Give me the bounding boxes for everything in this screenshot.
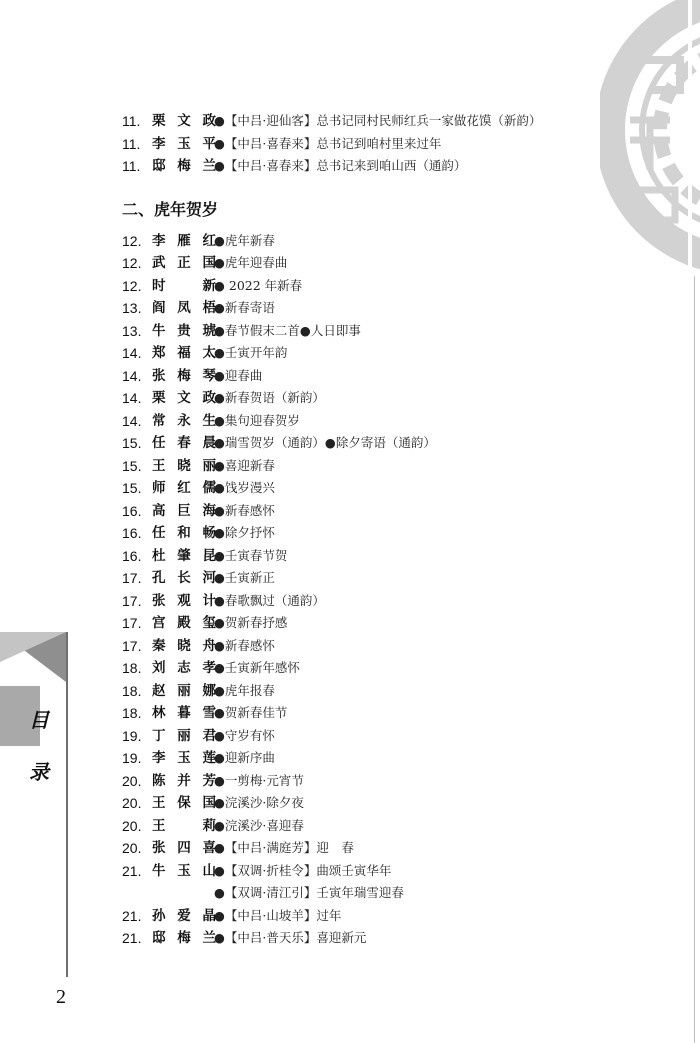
toc-entry [122, 477, 592, 500]
toc-page-number: 14. [122, 412, 142, 429]
toc-entry [122, 252, 592, 275]
toc-title: ●春节假末二首●人日即事 [214, 322, 361, 338]
toc-author: 邸梅兰 [152, 158, 216, 174]
toc-author: 丁丽君 [152, 727, 216, 744]
toc-entry [122, 837, 592, 860]
toc-entry [122, 612, 592, 635]
toc-title: ●壬寅新年感怀 [214, 660, 300, 675]
toc-page-number: 15. [122, 435, 142, 451]
toc-title: ●贺新春佳节 [214, 705, 288, 720]
toc-entry [122, 702, 592, 725]
toc-title: ●虎年迎春曲 [214, 255, 288, 270]
toc-title: ●除夕抒怀 [214, 525, 275, 540]
toc-author: 任春晨 [152, 435, 216, 451]
toc-entry [122, 927, 592, 950]
toc-page-number: 13. [122, 300, 142, 316]
toc-author: 陈并芳 [152, 772, 216, 789]
toc-title: ●守岁有怀 [214, 727, 275, 743]
toc-page-number: 21. [122, 862, 142, 879]
toc-author: 栗文政 [152, 390, 216, 406]
toc-entry [122, 657, 592, 680]
toc-entry [122, 455, 592, 478]
toc-entry [122, 410, 592, 433]
toc-entry [122, 500, 592, 523]
toc-title: ●喜迎新春 [214, 457, 275, 473]
toc-group-section [122, 230, 592, 950]
toc-entry [122, 297, 592, 320]
toc-author: 阎凤梧 [152, 300, 216, 316]
toc-author: 牛贵琥 [152, 322, 216, 339]
toc-entry [122, 155, 592, 178]
toc-title: ●春歌飘过（通韵） [214, 592, 325, 608]
toc-page-number: 20. [122, 817, 142, 834]
toc-title: ●虎年新春 [214, 232, 275, 248]
toc-page-number: 20. [122, 795, 142, 811]
toc-author: 秦晓舟 [152, 637, 216, 654]
toc-author: 李玉莲 [152, 750, 216, 766]
toc-author: 张四喜 [152, 840, 216, 856]
toc-page-number: 21. [122, 907, 142, 924]
toc-title: ●饯岁漫兴 [214, 480, 275, 495]
toc-entry [122, 545, 592, 568]
toc-entry [122, 747, 592, 770]
toc-title: ●浣溪沙·喜迎春 [214, 817, 304, 833]
toc-title: ●新春贺语（新韵） [214, 390, 325, 405]
side-label-top: 目 [29, 708, 49, 732]
toc-group-previous [122, 110, 592, 178]
toc-page-number: 12. [122, 232, 142, 249]
toc-page-number: 15. [122, 457, 142, 474]
toc-title: ●【双调·折桂令】曲颂壬寅华年 [214, 862, 392, 878]
toc-author: 孔长河 [152, 570, 216, 586]
toc-author: 刘志孝 [152, 660, 216, 676]
toc-title: ●新春感怀 [214, 502, 275, 518]
side-label-bottom: 录 [29, 760, 49, 784]
toc-page-number: 16. [122, 525, 142, 541]
toc-author: 常永生 [152, 412, 216, 429]
toc-entry [122, 860, 592, 883]
toc-entry [122, 432, 592, 455]
toc-title: ●迎春曲 [214, 367, 263, 383]
toc-entry [122, 815, 592, 838]
toc-entry [122, 680, 592, 703]
table-of-contents [122, 110, 592, 950]
toc-author: 王 莉 [152, 817, 216, 834]
toc-title: ●【中吕·喜春来】总书记到咱村里来过年 [214, 135, 442, 151]
toc-entry [122, 133, 592, 156]
toc-page-number: 16. [122, 502, 142, 519]
toc-title: ●壬寅新正 [214, 570, 275, 585]
toc-author: 李雁红 [152, 232, 216, 249]
toc-author: 张梅琴 [152, 367, 216, 384]
toc-title: ●贺新春抒感 [214, 615, 288, 630]
toc-title: ●新春寄语 [214, 300, 275, 315]
toc-title: ●【中吕·普天乐】喜迎新元 [214, 930, 367, 945]
toc-entry [122, 387, 592, 410]
toc-title: ● 2022 年新春 [214, 277, 303, 293]
toc-page-number: 17. [122, 637, 142, 654]
toc-entry [122, 905, 592, 928]
toc-title: ●【中吕·迎仙客】总书记同村民师红兵一家做花馍（新韵） [214, 113, 542, 128]
toc-page-number: 18. [122, 660, 142, 676]
toc-title: ●【中吕·喜春来】总书记来到咱山西（通韵） [214, 158, 467, 173]
toc-author: 时 新 [152, 277, 216, 294]
toc-entry [122, 365, 592, 388]
toc-author: 李玉平 [152, 135, 216, 152]
toc-author: 林暮雪 [152, 705, 216, 721]
side-tab-strip [0, 632, 68, 977]
toc-page-number: 20. [122, 772, 142, 789]
toc-entry [122, 635, 592, 658]
toc-title: ●新春感怀 [214, 637, 275, 653]
toc-title: ●瑞雪贺岁（通韵）●除夕寄语（通韵） [214, 435, 436, 450]
toc-entry [122, 342, 592, 365]
toc-author: 师红儒 [152, 480, 216, 496]
toc-entry [122, 567, 592, 590]
toc-page-number: 19. [122, 727, 142, 744]
toc-page-number: 11. [122, 135, 141, 152]
toc-page-number: 12. [122, 255, 142, 271]
toc-entry [122, 792, 592, 815]
toc-title: ●【双调·清江引】壬寅年瑞雪迎春 [214, 885, 404, 900]
toc-page-number: 18. [122, 705, 142, 721]
toc-title: ●集句迎春贺岁 [214, 412, 300, 428]
toc-page-number: 15. [122, 480, 142, 496]
toc-author: 孙爱晶 [152, 907, 216, 924]
toc-page-number: 11. [122, 158, 141, 174]
toc-page-number: 16. [122, 547, 142, 564]
toc-title: ●一剪梅·元宵节 [214, 772, 304, 788]
toc-page-number: 17. [122, 615, 142, 631]
toc-author: 高巨海 [152, 502, 216, 519]
toc-author: 牛玉山 [152, 862, 216, 879]
right-margin-rule [694, 276, 695, 1043]
toc-author: 宫殿玺 [152, 615, 216, 631]
toc-page-number: 14. [122, 390, 142, 406]
toc-entry [122, 522, 592, 545]
toc-entry [122, 770, 592, 793]
decorative-seal [600, 0, 700, 280]
toc-entry [122, 320, 592, 343]
toc-title: ●【中吕·满庭芳】迎 春 [214, 840, 354, 855]
page-number: 2 [56, 986, 66, 1008]
toc-entry [122, 275, 592, 298]
toc-entry [122, 110, 592, 133]
toc-author: 王保国 [152, 795, 216, 811]
toc-author: 任和畅 [152, 525, 216, 541]
toc-author: 杜肇昆 [152, 547, 216, 564]
toc-page-number: 18. [122, 682, 142, 699]
toc-author: 王晓丽 [152, 457, 216, 474]
toc-page-number: 14. [122, 345, 142, 361]
toc-entry [122, 882, 592, 905]
side-tab-rule [66, 632, 68, 977]
toc-page-number: 17. [122, 570, 142, 586]
toc-page-number: 19. [122, 750, 142, 766]
toc-page-number: 17. [122, 592, 142, 609]
toc-entry [122, 725, 592, 748]
toc-title: ●浣溪沙·除夕夜 [214, 795, 304, 810]
toc-title: ●壬寅春节贺 [214, 547, 288, 563]
toc-page-number: 20. [122, 840, 142, 856]
toc-page-number: 21. [122, 930, 142, 946]
toc-author: 武正国 [152, 255, 216, 271]
toc-title: ●迎新序曲 [214, 750, 275, 765]
toc-author: 郑福太 [152, 345, 216, 361]
toc-title: ●虎年报春 [214, 682, 275, 698]
toc-page-number: 11. [122, 113, 141, 129]
section-heading: 二、虎年贺岁 [122, 199, 219, 219]
toc-entry [122, 590, 592, 613]
toc-page-number: 12. [122, 277, 142, 294]
toc-page-number: 14. [122, 367, 142, 384]
toc-entry [122, 230, 592, 253]
toc-author: 邸梅兰 [152, 930, 216, 946]
toc-author: 张观计 [152, 592, 216, 609]
toc-page-number: 13. [122, 322, 142, 339]
toc-title: ●【中吕·山坡羊】过年 [214, 907, 342, 923]
toc-title: ●壬寅开年韵 [214, 345, 288, 360]
toc-author: 栗文政 [152, 113, 216, 129]
toc-author: 赵丽娜 [152, 682, 216, 699]
